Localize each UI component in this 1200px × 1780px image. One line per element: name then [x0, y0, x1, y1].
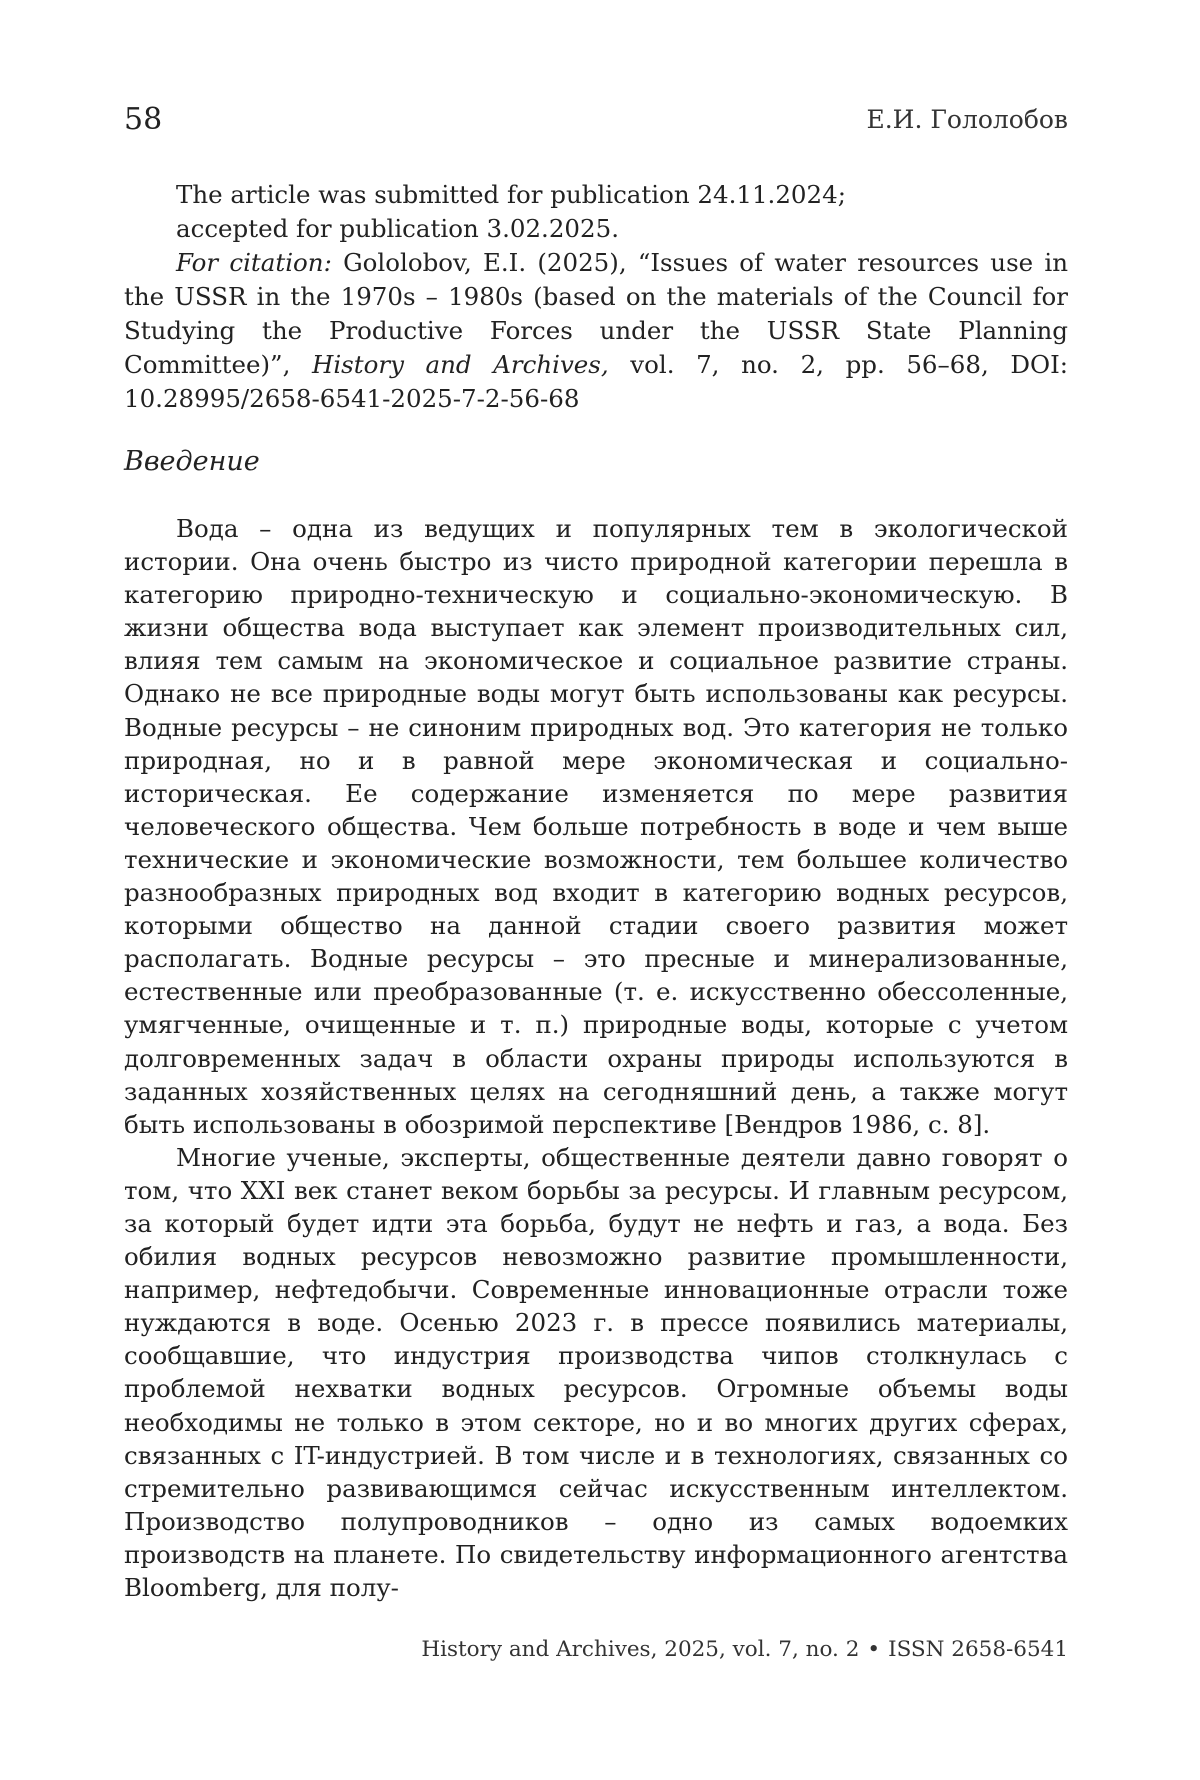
citation-tail: vol. 7, no. 2, pp. 56–68, DOI: 10.28995/2658-6541-2025-7-2-56-68	[124, 350, 1069, 413]
submitted-date: The article was submitted for publication 24.11.2024;	[176, 180, 846, 209]
footer-issn: ISSN 2658-6541	[888, 1637, 1068, 1662]
accepted-date: accepted for publication 3.02.2025.	[176, 214, 619, 243]
running-author: Е.И. Гололобов	[866, 105, 1068, 134]
citation-label: For citation:	[176, 248, 332, 277]
section-heading: Введение	[124, 446, 260, 477]
running-header	[124, 100, 1068, 140]
citation	[124, 246, 1068, 416]
citation-journal: History and Archives,	[311, 350, 609, 379]
page-number: 58	[124, 102, 163, 137]
footer-bullet: •	[867, 1637, 881, 1662]
article-meta	[124, 178, 1068, 416]
citation-text: Gololobov, E.I. (2025), “Issues of water resources use in the USSR in the 1970s – 1980s (based on the materials of the Council for Studying the Productive Forces under the USSR State Planning Committee)”,	[124, 248, 1068, 379]
paragraph: Вода – одна из ведущих и популярных тем в экологической истории. Она очень быстро из чисто природной категории перешла в категорию природно-техническую и социально-экономическую. В жизни общества вода выступает как элемент производительных сил, влияя тем самым на экономическое и социальное развитие страны. Однако не все природные воды могут быть использованы как ресурсы. Водные ресурсы – не синоним природных вод. Это категория не только природная, но и в равной мере экономическая и социально-историческая. Ее содержание изменяется по мере развития человеческого общества. Чем больше потребность в воде и чем выше технические и экономические возможности, тем большее количество разнообразных природных вод входит в категорию водных ресурсов, которыми общество на данной стадии своего развития может располагать. Водные ресурсы – это пресные и минерализованные, естественные или преобразованные (т. е. искусственно обессоленные, умягченные, очищенные и т. п.) природные воды, которые с учетом долговременных задач в области охраны природы используются в заданных хозяйственных целях на сегодняшний день, а также могут быть использованы в обозримой перспективе [Вендров 1986, с. 8].	[124, 514, 1068, 1139]
body-text	[124, 512, 1068, 1604]
paragraph: Многие ученые, эксперты, общественные деятели давно говорят о том, что XXI век станет веком борьбы за ресурсы. И главным ресурсом, за который будет идти эта борьба, будут не нефть и газ, а вода. Без обилия водных ресурсов невозможно развитие промышленности, например, нефтедобычи. Современные инновационные отрасли тоже нуждаются в воде. Осенью 2023 г. в прессе появились материалы, сообщавшие, что индустрия производства чипов столкнулась с проблемой нехватки водных ресурсов. Огромные объемы воды необходимы не только в этом секторе, но и во многих других сферах, связанных с IT-индустрией. В том числе и в технологиях, связанных со стремительно развивающимся сейчас искусственным интеллектом. Производство полупроводников – одно из самых водоемких производств на планете. По свидетельству информационного агентства Bloomberg, для полу-	[124, 1142, 1068, 1602]
running-footer	[421, 1635, 1068, 1665]
footer-journal: History and Archives, 2025, vol. 7, no. 2	[421, 1637, 860, 1662]
